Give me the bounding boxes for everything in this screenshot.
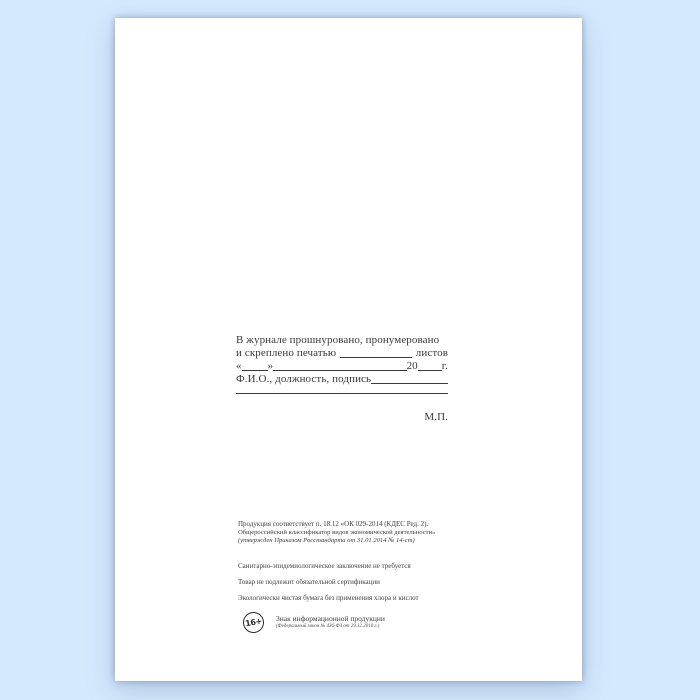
compliance-line-3: (утвержден Приказом Росстандарта от 31.01.2014 № 14-ст) bbox=[238, 536, 415, 544]
compliance-line-1: Продукция соответствует п. 18.12 «ОК 029-2014 (КДЕС Ред. 2). bbox=[238, 520, 429, 528]
note-line-1 bbox=[236, 334, 448, 347]
product-compliance-block bbox=[238, 520, 478, 544]
month-blank bbox=[273, 370, 406, 371]
note-line-2-text: и скреплено печатью bbox=[236, 347, 337, 359]
age-16plus-icon bbox=[241, 610, 265, 634]
quote-open: « bbox=[236, 360, 242, 372]
age-16plus-label: 16+ bbox=[244, 616, 263, 629]
compliance-line-2: Общероссийский классификатор видов экономической деятельности» bbox=[238, 529, 436, 536]
stamp-place-abbr: М.П. bbox=[424, 411, 448, 423]
note-eco-paper: Экологически чистая бумага без применения хлора и кислот bbox=[238, 594, 419, 602]
age-mark-text bbox=[276, 612, 385, 630]
date-line bbox=[236, 360, 448, 373]
sheets-word: листов bbox=[415, 347, 448, 359]
age-mark-title: Знак информационной продукции bbox=[276, 614, 385, 623]
year-prefix: 20 bbox=[406, 360, 418, 372]
quote-close: » bbox=[267, 360, 274, 372]
note-sanitary: Санитарно-эпидемиологическое заключение не требуется bbox=[238, 562, 411, 570]
note-line-2 bbox=[236, 347, 448, 360]
binding-certification-note bbox=[236, 334, 448, 424]
age-mark-row bbox=[243, 612, 385, 633]
signature-blank bbox=[371, 383, 448, 384]
note-line-1-text: В журнале прошнуровано, пронумеровано bbox=[236, 334, 440, 346]
day-blank bbox=[242, 370, 268, 371]
sheet-count-blank bbox=[340, 357, 412, 358]
age-mark-law: (Федеральный закон № 436-ФЗ от 29.12.2010 г.) bbox=[276, 623, 380, 629]
year-blank bbox=[418, 370, 442, 371]
signature-line bbox=[236, 373, 448, 386]
note-no-certification: Товар не подлежит обязательной сертификации bbox=[238, 578, 380, 586]
year-suffix: г. bbox=[441, 360, 448, 372]
signature-label: Ф.И.О., должность, подпись bbox=[236, 373, 372, 385]
journal-back-page bbox=[115, 18, 582, 681]
certification-notes bbox=[238, 562, 478, 610]
signature-underline bbox=[236, 393, 448, 394]
